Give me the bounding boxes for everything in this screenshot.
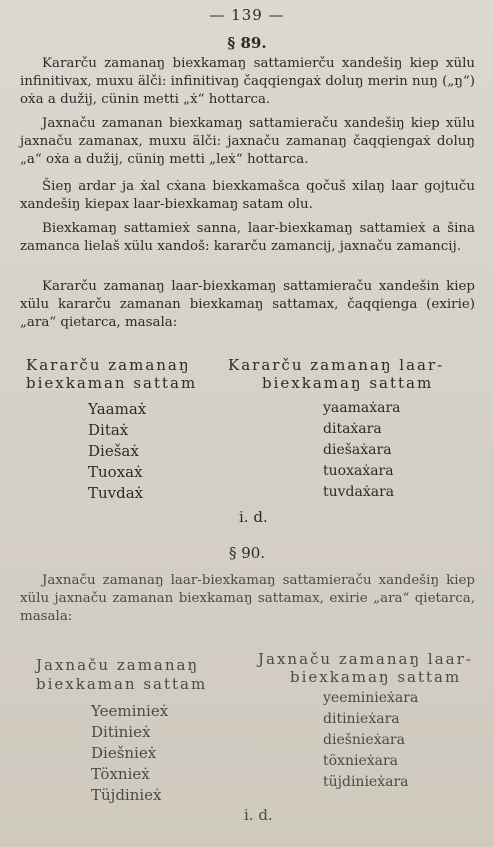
sec89-paragraph-3: Šieŋ ardar ja ẋal cẋana biexkamašca qočuš xilaŋ laar gojtuču xandešiŋ kiepax laar-biexkamaŋ satam olu. [20, 179, 475, 213]
sec90-left-word: Töxnieẋ [91, 765, 150, 783]
sec90-left-heading-line2: biexkaman sattam [36, 675, 208, 693]
sec89-left-word: Ditaẋ [88, 421, 129, 439]
sec89-paragraph-2: Jaxnaču zamanan biexkamaŋ sattamieraču xandešiŋ kiep xülu jaxnaču zamanax, muxu älči: jaxnaču zamanaŋ čaqqiengaẋ doluŋ „a“ oẋa a dužij, cüniŋ metti „leẋ“ hottarca. [20, 116, 475, 168]
sec89-left-word: Diešaẋ [88, 442, 139, 460]
sec89-right-word: yaamaẋara [323, 400, 401, 416]
sec90-right-word: yeeminieẋara [323, 690, 419, 706]
sec90-left-heading-line1: Jaxnaču zamanaŋ [36, 656, 200, 674]
sec89-right-heading-line1: Kararču zamanaŋ laar- [228, 356, 445, 374]
section-89-title: § 89. [227, 34, 267, 52]
sec89-right-heading-line2: biexkamaŋ sattam [262, 374, 434, 392]
sec90-right-word: tüjdinieẋara [323, 774, 409, 790]
sec89-paragraph-1: Kararču zamanaŋ biexkamaŋ sattamierču xandešiŋ kiep xülu infinitivax, muxu älči: infinitivaŋ čaqqiengaẋ doluŋ merin nuŋ („ŋ“) oẋa a dužij, cünin metti „ẋ“ hottarca. [20, 56, 475, 108]
sec89-paragraph-4: Biexkamaŋ sattamieẋ sanna, laar-biexkamaŋ sattamieẋ a šina zamanca lielaš xülu xandoš: kararču zamancij, jaxnaču zamancij. [20, 221, 475, 255]
sec90-left-word: Ditinieẋ [91, 723, 151, 741]
sec90-etcetera: i. d. [244, 806, 273, 824]
sec89-right-word: diešaẋara [323, 442, 392, 458]
sec90-left-word: Yeeminieẋ [91, 702, 169, 720]
sec89-left-heading-line1: Kararču zamanaŋ [26, 356, 191, 374]
sec89-left-word: Tuoxaẋ [88, 463, 143, 481]
sec89-right-word: tuoxaẋara [323, 463, 394, 479]
sec90-left-word: Diešnieẋ [91, 744, 157, 762]
page-number: — 139 — [209, 6, 285, 24]
sec89-paragraph-5: Kararču zamanaŋ laar-biexkamaŋ sattamieraču xandešin kiep xülu kararču zamanan biexkamaŋ sattamax, čaqqienga (exirie) „ara“ qietarca, masala: [20, 279, 475, 331]
sec90-right-word: diešnieẋara [323, 732, 405, 748]
sec89-right-word: ditaẋara [323, 421, 382, 437]
sec90-right-heading-line1: Jaxnaču zamanaŋ laar- [258, 650, 473, 668]
sec90-left-word: Tüjdinieẋ [91, 786, 162, 804]
sec90-right-word: ditinieẋara [323, 711, 400, 727]
sec90-right-word: töxnieẋara [323, 753, 399, 769]
sec90-right-heading-line2: biexkamaŋ sattam [290, 668, 462, 686]
section-90-title: § 90. [228, 544, 266, 562]
sec89-left-heading-line2: biexkaman sattam [26, 374, 198, 392]
sec89-etcetera: i. d. [239, 508, 268, 526]
sec89-left-word: Yaamaẋ [88, 400, 147, 418]
sec90-paragraph-1: Jaxnaču zamanaŋ laar-biexkamaŋ sattamieraču xandešiŋ kiep xülu jaxnaču zamanan biexkamaŋ sattamax, exirie „ara“ qietarca, masala: [20, 573, 475, 625]
sec89-left-word: Tuvdaẋ [88, 484, 144, 502]
sec89-right-word: tuvdaẋara [323, 484, 395, 500]
